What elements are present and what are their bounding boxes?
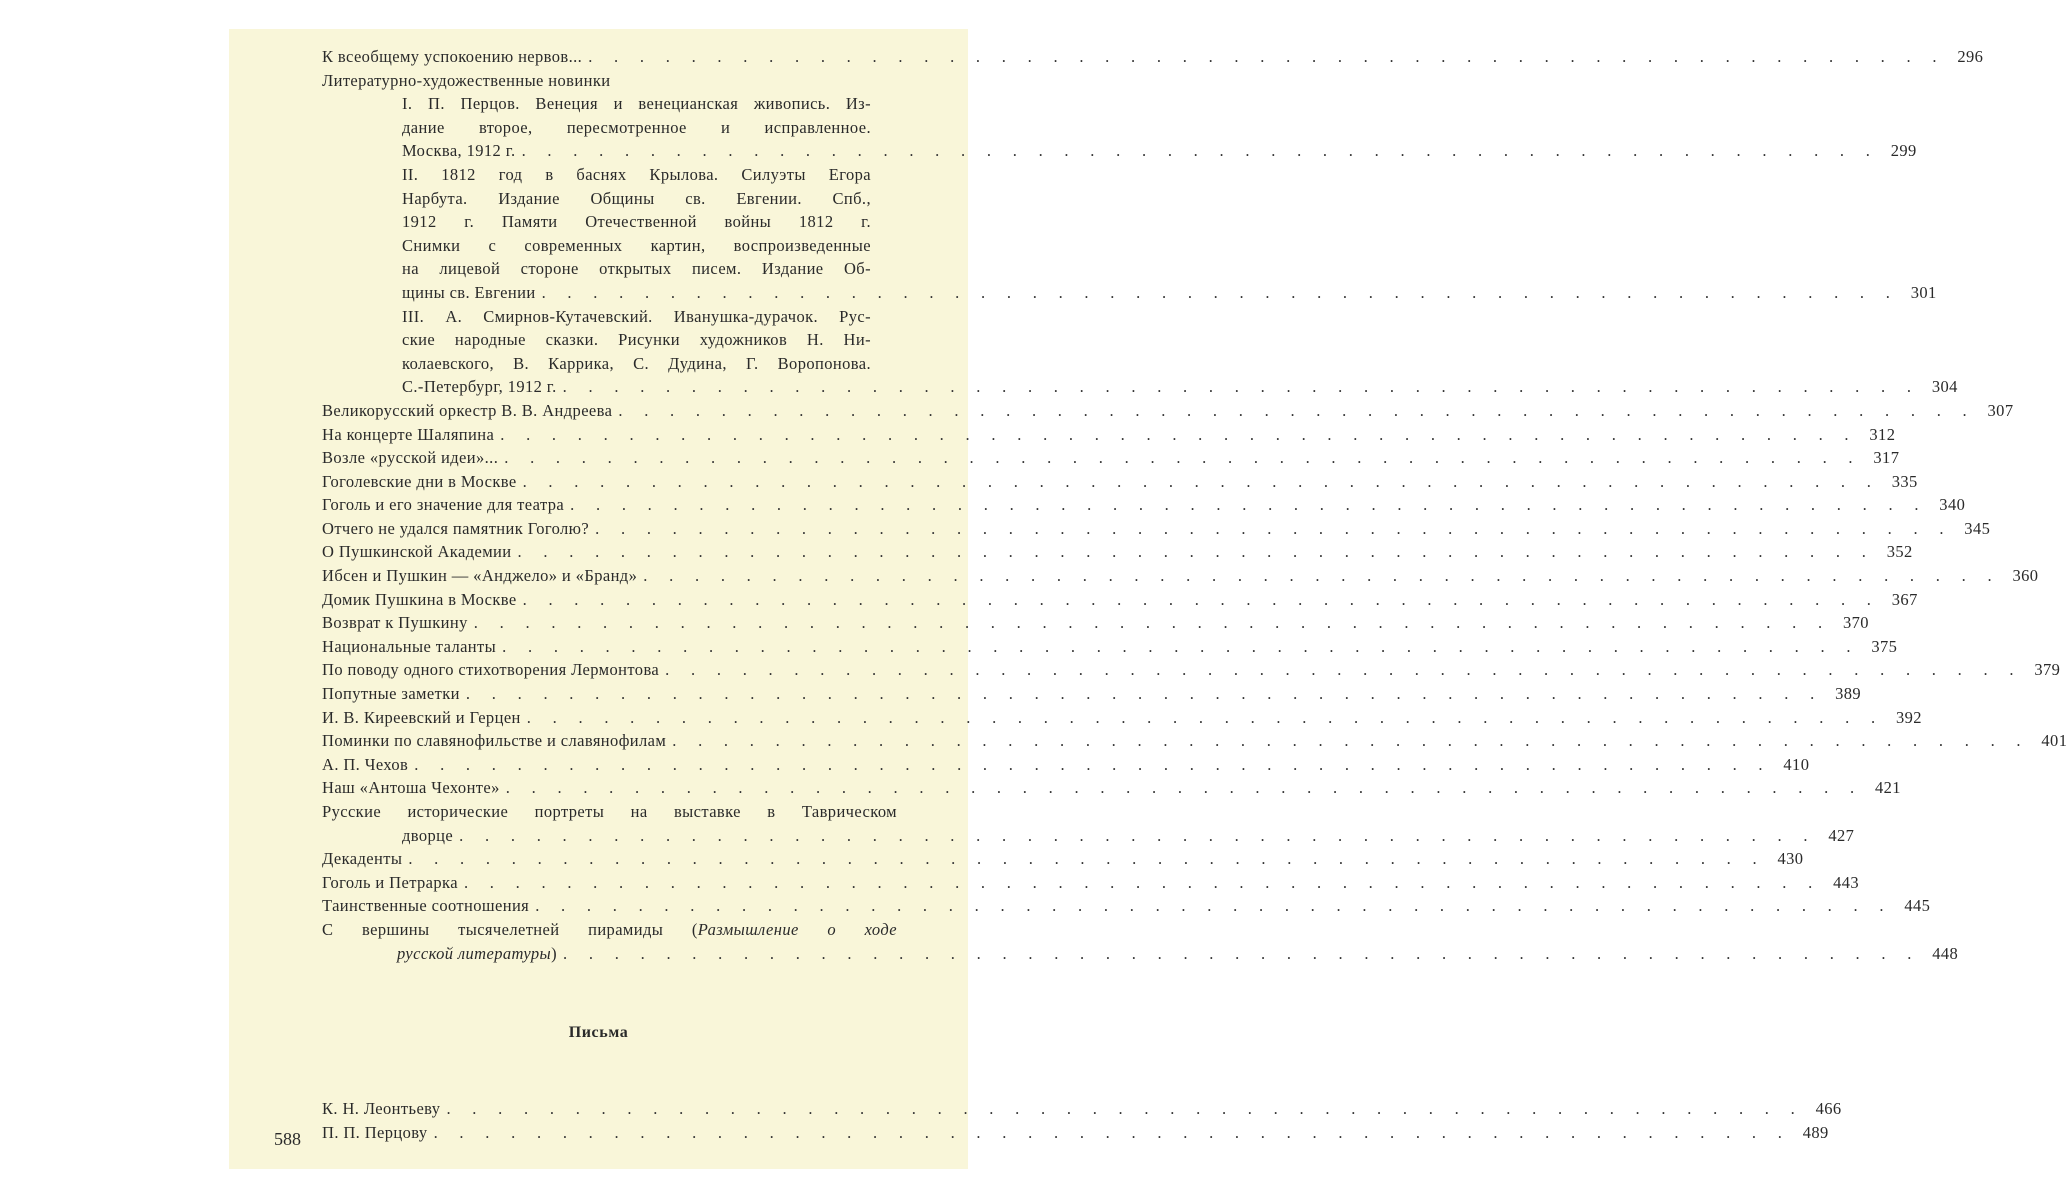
entry-title: Таинственные соотношения (322, 896, 530, 916)
toc-entry (322, 682, 1862, 706)
entry-title: О Пушкинской Академии (322, 542, 512, 562)
entry-title: К. Н. Леонтьеву (322, 1099, 441, 1118)
table-of-contents (322, 45, 2067, 965)
entry-title: С вершины тысячелетней пирамиды ( (322, 919, 698, 939)
toc-entry (322, 918, 1959, 965)
entry-line (322, 706, 1922, 730)
toc-entry (322, 423, 1896, 447)
dot-leader: . . . . . . . . . . . . . . . . . . . . . . . . . . . . . . . . . . . . . . . . . . . . . . . . . . . . . (522, 589, 1880, 609)
entry-line (322, 517, 1991, 541)
entry-line (322, 824, 1855, 848)
entry-page: 443 (1833, 872, 1860, 892)
dot-leader: . . . . . . . . . . . . . . . . . . . . . . . . . . . . . . . . . . . . . . . . . . . . . . . . . . . . . (541, 282, 1899, 302)
dot-leader: . . . . . . . . . . . . . . . . . . . . . . . . . . . . . . . . . . . . . . . . . . . . . . . . . . . . . (672, 731, 2030, 751)
entry-line (322, 847, 1804, 871)
closing-paren: ) (551, 943, 558, 963)
dot-leader: . . . . . . . . . . . . . . . . . . . . . . . . . . . . . . . . . . . . . . . . . . . . . . . . . . . . . (665, 660, 2023, 680)
toc-entry (322, 493, 1966, 517)
entry-page: 345 (1964, 518, 1991, 538)
entry-text-line: II. 1812 год в баснях Крылова. Силуэты Егора (402, 164, 871, 184)
entry-title: Наш «Антоша Чехонте» (322, 778, 500, 798)
entry-title: щины св. Евгении (402, 282, 536, 302)
entry-title: Домик Пушкина в Москве (322, 589, 517, 609)
entry-text-line: Снимки с современных картин, воспроизведенные (402, 235, 871, 255)
toc-entry (322, 588, 1918, 612)
toc-entry (322, 611, 1869, 635)
section-title: Письма (568, 1024, 629, 1041)
entry-title: Возле «русской идеи»... (322, 448, 499, 468)
dot-leader: . . . . . . . . . . . . . . . . . . . . . . . . . . . . . . . . . . . . . . . . . . . . . . . . . . . . . (446, 1099, 1804, 1118)
toc-entry (322, 92, 1917, 163)
entry-title: П. П. Перцову (322, 1122, 428, 1142)
entry-line (322, 69, 897, 93)
entry-page: 421 (1874, 778, 1901, 798)
entry-page: 392 (1895, 707, 1922, 727)
entry-title: Великорусский оркестр В. В. Андреева (322, 400, 613, 420)
dot-leader: . . . . . . . . . . . . . . . . . . . . . . . . . . . . . . . . . . . . . . . . . . . . . . . . . . . . . (502, 636, 1860, 656)
entry-line (322, 45, 1984, 69)
entry-text-line: I. П. Перцов. Венеция и венецианская живопись. Из- (402, 94, 871, 114)
entry-line (322, 1121, 1829, 1145)
entry-page: 379 (2034, 660, 2061, 680)
dot-leader: . . . . . . . . . . . . . . . . . . . . . . . . . . . . . . . . . . . . . . . . . . . . . . . . . . . . . (562, 377, 1920, 397)
entry-page: 401 (2041, 731, 2067, 751)
entry-line (322, 588, 1918, 612)
toc-entry (322, 163, 1937, 305)
dot-leader: . . . . . . . . . . . . . . . . . . . . . . . . . . . . . . . . . . . . . . . . . . . . . . . . . . . . . (473, 613, 1831, 633)
entry-title: По поводу одного стихотворения Лермонтова (322, 660, 660, 680)
entry-title: Литературно-художественные новинки (322, 70, 611, 90)
entry-line (402, 139, 1917, 163)
toc-entry (322, 470, 1918, 494)
entry-page: 370 (1842, 613, 1869, 633)
entry-line (322, 564, 2039, 588)
entry-text-line: III. А. Смирнов-Кутачевский. Иванушка-дурачок. Рус- (402, 306, 871, 326)
dot-leader: . . . . . . . . . . . . . . . . . . . . . . . . . . . . . . . . . . . . . . . . . . . . . . . . . . . . . (414, 754, 1772, 774)
entry-text-line: 1912 г. Памяти Отечественной войны 1812 г. (402, 212, 871, 232)
entry-page: 312 (1869, 424, 1896, 444)
toc-entry (322, 69, 897, 93)
dot-leader: . . . . . . . . . . . . . . . . . . . . . . . . . . . . . . . . . . . . . . . . . . . . . . . . . . . . . (517, 542, 1875, 562)
entry-text-line: ские народные сказки. Рисунки художников Н. Ни- (402, 330, 871, 350)
dot-leader: . . . . . . . . . . . . . . . . . . . . . . . . . . . . . . . . . . . . . . . . . . . . . . . . . . . . . (433, 1122, 1791, 1142)
entry-line (322, 942, 1959, 966)
entry-title: Поминки по славянофильстве и славянофилам (322, 731, 667, 751)
dot-leader: . . . . . . . . . . . . . . . . . . . . . . . . . . . . . . . . . . . . . . . . . . . . . . . . . . . . . (643, 566, 2001, 586)
entry-title: Гоголевские дни в Москве (322, 471, 517, 491)
toc-entry (322, 800, 1855, 847)
entry-title: К всеобщему успокоению нервов... (322, 47, 583, 66)
entry-page: 352 (1886, 542, 1913, 562)
entry-title: На концерте Шаляпина (322, 424, 495, 444)
letter-entry (322, 1097, 1842, 1121)
dot-leader: . . . . . . . . . . . . . . . . . . . . . . . . . . . . . . . . . . . . . . . . . . . . . . . . . . . . . (570, 495, 1928, 515)
dot-leader: . . . . . . . . . . . . . . . . . . . . . . . . . . . . . . . . . . . . . . . . . . . . . . . . . . . . . (408, 849, 1766, 869)
toc-entry (322, 776, 1901, 800)
entry-page: 389 (1835, 684, 1862, 704)
dot-leader: . . . . . . . . . . . . . . . . . . . . . . . . . . . . . . . . . . . . . . . . . . . . . . . . . . . . . (588, 47, 1946, 66)
entry-line (322, 871, 1860, 895)
dot-leader: . . . . . . . . . . . . . . . . . . . . . . . . . . . . . . . . . . . . . . . . . . . . . . . . . . . . . (504, 448, 1862, 468)
dot-leader: . . . . . . . . . . . . . . . . . . . . . . . . . . . . . . . . . . . . . . . . . . . . . . . . . . . . . (563, 943, 1921, 963)
entry-page: 299 (1890, 141, 1917, 161)
entry-line (322, 682, 1862, 706)
toc-entry (322, 517, 1991, 541)
dot-leader: . . . . . . . . . . . . . . . . . . . . . . . . . . . . . . . . . . . . . . . . . . . . . . . . . . . . . (521, 141, 1879, 161)
entry-page: 307 (1987, 400, 2014, 420)
letters-list (322, 1097, 1842, 1144)
toc-entry (322, 847, 1804, 871)
entry-line (322, 776, 1901, 800)
letter-entry (322, 1121, 1829, 1145)
entry-text-line: колаевского, В. Каррика, С. Дудина, Г. Воропонова. (402, 353, 871, 373)
entry-page: 360 (2012, 566, 2039, 586)
dot-leader: . . . . . . . . . . . . . . . . . . . . . . . . . . . . . . . . . . . . . . . . . . . . . . . . . . . . . (463, 872, 1822, 892)
toc-entry (322, 399, 2014, 423)
entry-line (322, 611, 1869, 635)
entry-title: Москва, 1912 г. (402, 141, 516, 161)
entry-line (322, 894, 1931, 918)
entry-page: 367 (1891, 589, 1918, 609)
entry-line (402, 375, 1958, 399)
toc-entry (322, 729, 2067, 753)
entry-line (322, 635, 1898, 659)
toc-entry (322, 706, 1922, 730)
dot-leader: . . . . . . . . . . . . . . . . . . . . . . . . . . . . . . . . . . . . . . . . . . . . . . . . . . . . . (595, 518, 1953, 538)
entry-title: И. В. Киреевский и Герцен (322, 707, 521, 727)
entry-page: 304 (1931, 377, 1958, 397)
entry-page: 296 (1957, 47, 1984, 66)
entry-title: А. П. Чехов (322, 754, 409, 774)
entry-title: Попутные заметки (322, 684, 460, 704)
entry-text-line: Русские исторические портреты на выставке в Таврическом (322, 802, 897, 821)
entry-title: дворце (402, 825, 454, 845)
entry-title: Гоголь и его значение для театра (322, 495, 565, 515)
entry-title: Декаденты (322, 849, 403, 869)
entry-line (322, 446, 1900, 470)
entry-page: 335 (1891, 471, 1918, 491)
toc-entry (322, 635, 1898, 659)
entry-subtitle: русской литературы (397, 943, 552, 963)
entry-line (322, 540, 1913, 564)
entry-page: 466 (1815, 1099, 1842, 1118)
toc-entry (322, 894, 1931, 918)
entry-title: Возврат к Пушкину (322, 613, 468, 633)
entry-line (322, 470, 1918, 494)
entry-line (322, 658, 2061, 682)
entry-line (322, 1097, 1842, 1121)
entry-title: Гоголь и Петрарка (322, 872, 458, 892)
entry-page: 317 (1873, 448, 1900, 468)
entry-line (322, 399, 2014, 423)
dot-leader: . . . . . . . . . . . . . . . . . . . . . . . . . . . . . . . . . . . . . . . . . . . . . . . . . . . . . (526, 707, 1884, 727)
entry-text-line: Нарбута. Издание Общины св. Евгении. Спб., (402, 188, 871, 208)
entry-title: Отчего не удался памятник Гоголю? (322, 518, 590, 538)
dot-leader: . . . . . . . . . . . . . . . . . . . . . . . . . . . . . . . . . . . . . . . . . . . . . . . . . . . . . (459, 825, 1817, 845)
toc-entry (322, 446, 1900, 470)
book-page (229, 29, 2067, 1169)
entry-line (402, 281, 1937, 305)
entry-title (397, 942, 557, 966)
entry-line (322, 729, 2067, 753)
entry-title: С.-Петербург, 1912 г. (402, 377, 557, 397)
entry-page: 430 (1777, 849, 1804, 869)
entry-line (322, 493, 1966, 517)
entry-page: 340 (1939, 495, 1966, 515)
toc-entry (322, 564, 2039, 588)
dot-leader: . . . . . . . . . . . . . . . . . . . . . . . . . . . . . . . . . . . . . . . . . . . . . . . . . . . . . (500, 424, 1858, 444)
entry-line (322, 753, 1810, 777)
dot-leader: . . . . . . . . . . . . . . . . . . . . . . . . . . . . . . . . . . . . . . . . . . . . . . . . . . . . . (465, 684, 1824, 704)
entry-line (322, 423, 1896, 447)
toc-entry (322, 45, 1984, 69)
toc-entry (322, 658, 2061, 682)
dot-leader: . . . . . . . . . . . . . . . . . . . . . . . . . . . . . . . . . . . . . . . . . . . . . . . . . . . . . (522, 471, 1880, 491)
entry-page: 445 (1904, 896, 1931, 916)
toc-entry (322, 305, 1958, 399)
entry-page: 489 (1802, 1122, 1829, 1142)
dot-leader: . . . . . . . . . . . . . . . . . . . . . . . . . . . . . . . . . . . . . . . . . . . . . . . . . . . . . (618, 400, 1976, 420)
entry-title: Национальные таланты (322, 636, 497, 656)
page-number: 588 (274, 1129, 301, 1149)
entry-page: 301 (1910, 282, 1937, 302)
dot-leader: . . . . . . . . . . . . . . . . . . . . . . . . . . . . . . . . . . . . . . . . . . . . . . . . . . . . . (535, 896, 1893, 916)
dot-leader: . . . . . . . . . . . . . . . . . . . . . . . . . . . . . . . . . . . . . . . . . . . . . . . . . . . . . (505, 778, 1863, 798)
entry-page: 427 (1828, 825, 1855, 845)
entry-page: 448 (1932, 943, 1959, 963)
entry-page: 375 (1871, 636, 1898, 656)
entry-title: Ибсен и Пушкин — «Анджело» и «Бранд» (322, 566, 638, 586)
entry-text-line: на лицевой стороне открытых писем. Издание Об- (402, 259, 871, 279)
entry-text-line: дание второе, пересмотренное и исправленное. (402, 117, 871, 137)
toc-entry (322, 871, 1860, 895)
toc-entry (322, 540, 1913, 564)
toc-entry (322, 753, 1810, 777)
entry-text-line (322, 918, 897, 942)
entry-subtitle: Размышление о ходе (697, 919, 897, 939)
entry-page: 410 (1783, 754, 1810, 774)
